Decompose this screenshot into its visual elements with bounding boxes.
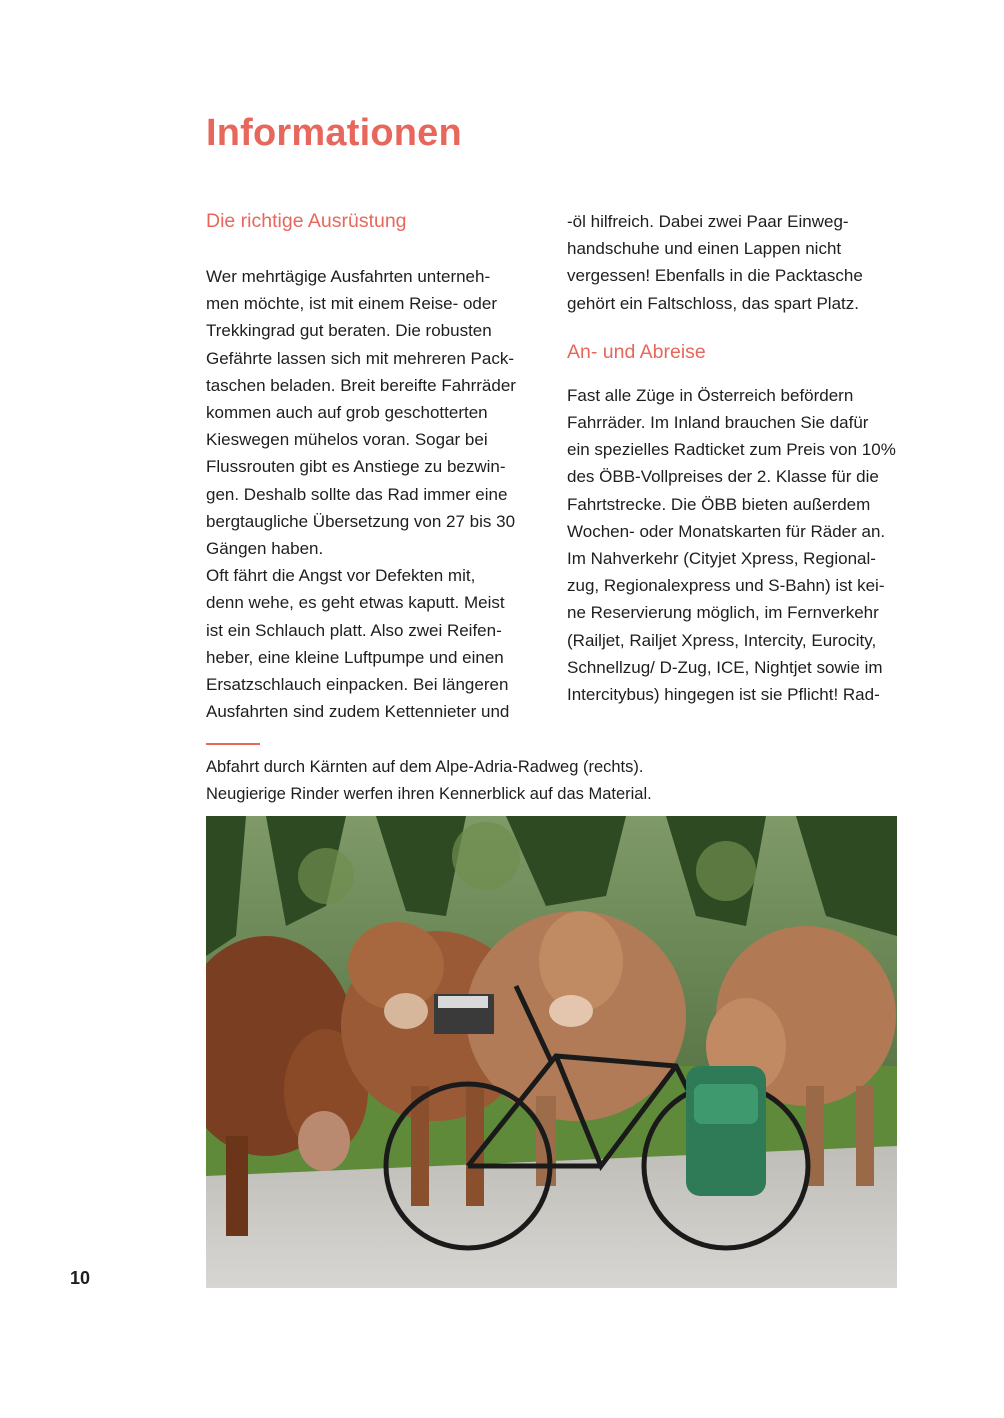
text-line: -öl hilfreich. Dabei zwei Paar Einweg- bbox=[567, 212, 849, 231]
text-line: (Railjet, Railjet Xpress, Intercity, Eurocity, bbox=[567, 630, 877, 650]
text-line: ne Reservierung möglich, im Fernverkehr bbox=[567, 603, 879, 623]
equipment-paragraph-continued bbox=[567, 208, 897, 317]
text-line: Im Nahverkehr (Cityjet Xpress, Regional- bbox=[567, 549, 876, 569]
text-line: Fahrräder. Im Inland brauchen Sie dafür bbox=[567, 413, 869, 433]
text-line: Gefährte lassen sich mit mehreren Pack- bbox=[206, 348, 515, 368]
text-line: vergessen! Ebenfalls in die Packtasche bbox=[567, 266, 863, 286]
text-line: zug, Regionalexpress und S-Bahn) ist kei- bbox=[567, 576, 885, 596]
text-line: Wer mehrtägige Ausfahrten unterneh- bbox=[206, 267, 491, 286]
text-line: Trekkingrad gut beraten. Die robusten bbox=[206, 321, 492, 341]
text-line: Ersatzschlauch einpacken. Bei längeren bbox=[206, 675, 509, 695]
text-line: Wochen- oder Monatskarten für Räder an. bbox=[567, 521, 886, 541]
text-line: Oft fährt die Angst vor Defekten mit, bbox=[206, 566, 476, 586]
text-line: Gängen haben. bbox=[206, 539, 324, 559]
bike-handlebar-bag bbox=[434, 994, 494, 1034]
text-line: des ÖBB-Vollpreises der 2. Klasse für die bbox=[567, 467, 879, 487]
text-line: Fast alle Züge in Österreich befördern bbox=[567, 385, 854, 405]
bike-pannier bbox=[686, 1066, 766, 1196]
left-column bbox=[206, 208, 536, 725]
photo-cows-and-bicycle bbox=[206, 816, 897, 1288]
text-line: men möchte, ist mit einem Reise- oder bbox=[206, 294, 497, 314]
text-line: Fahrtstrecke. Die ÖBB bieten außerdem bbox=[567, 494, 871, 514]
text-line: Kieswegen mühelos voran. Sogar bei bbox=[206, 430, 488, 450]
text-line: ein spezielles Radticket zum Preis von 10% bbox=[567, 440, 896, 460]
text-line: handschuhe und einen Lappen nicht bbox=[567, 239, 842, 259]
text-line: heber, eine kleine Luftpumpe und einen bbox=[206, 647, 504, 667]
text-line: Schnellzug/ D-Zug, ICE, Nightjet sowie im bbox=[567, 657, 883, 677]
photo-caption bbox=[206, 754, 652, 808]
page-title: Informationen bbox=[206, 112, 462, 154]
section-heading-equipment: Die richtige Ausrüstung bbox=[206, 210, 407, 232]
text-line: denn wehe, es geht etwas kaputt. Meist bbox=[206, 593, 505, 613]
travel-paragraph bbox=[567, 382, 897, 708]
page-number: 10 bbox=[70, 1268, 91, 1288]
caption-line-1: Abfahrt durch Kärnten auf dem Alpe-Adria-Radweg (rechts). bbox=[206, 758, 644, 776]
text-line: taschen beladen. Breit bereifte Fahrräder bbox=[206, 375, 516, 395]
caption-line-2: Neugierige Rinder werfen ihren Kennerblick auf das Material. bbox=[206, 785, 652, 803]
text-line: Ausfahrten sind zudem Kettennieter und bbox=[206, 702, 510, 722]
text-line: gehört ein Faltschloss, das spart Platz. bbox=[567, 293, 859, 313]
text-line: Intercitybus) hingegen ist sie Pflicht! Rad- bbox=[567, 685, 880, 705]
equipment-paragraph-2 bbox=[206, 562, 536, 725]
section-heading-travel: An- und Abreise bbox=[567, 340, 706, 363]
text-line: bergtaugliche Übersetzung von 27 bis 30 bbox=[206, 511, 516, 531]
text-line: gen. Deshalb sollte das Rad immer eine bbox=[206, 484, 508, 504]
caption-divider bbox=[206, 743, 260, 745]
text-line: Flussrouten gibt es Anstiege zu bezwin- bbox=[206, 457, 506, 477]
right-column bbox=[567, 208, 897, 708]
equipment-paragraph-1 bbox=[206, 263, 536, 562]
text-line: ist ein Schlauch platt. Also zwei Reifen- bbox=[206, 620, 502, 640]
text-line: kommen auch auf grob geschotterten bbox=[206, 403, 488, 423]
